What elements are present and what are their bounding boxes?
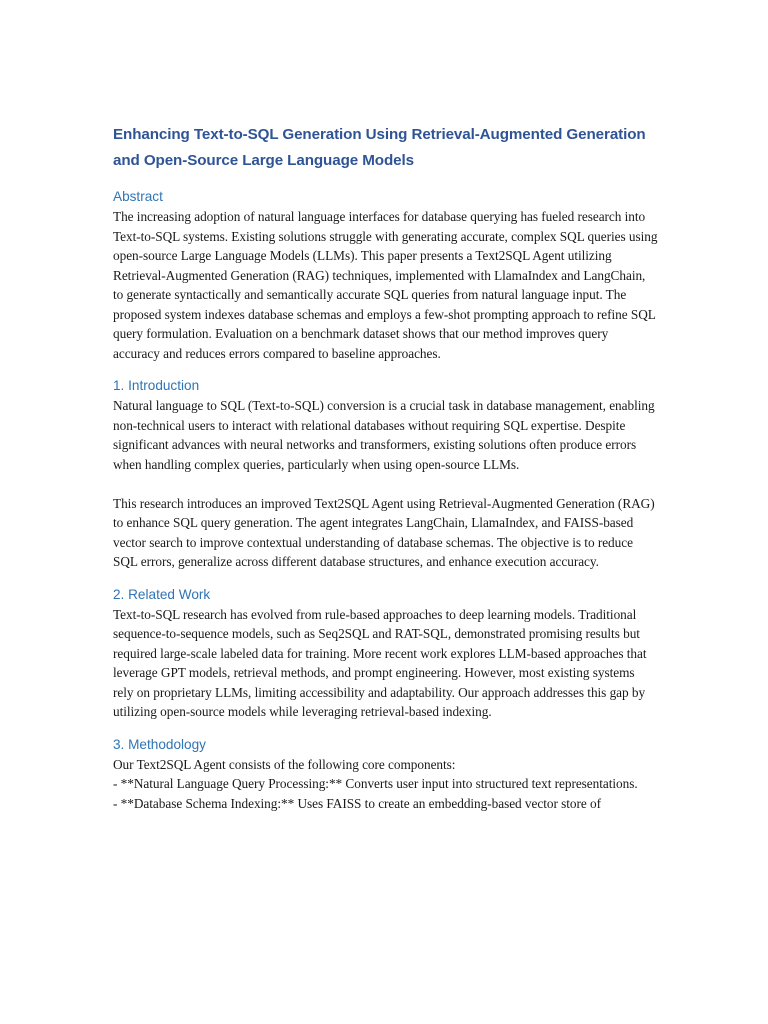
related-work-section <box>113 585 658 722</box>
methodology-heading: 3. Methodology <box>113 736 206 752</box>
methodology-section <box>113 735 658 814</box>
introduction-paragraph-1: Natural language to SQL (Text-to-SQL) conversion is a crucial task in database management, enabling non-technical users to interact with relational databases without requiring SQL expertise. Despite significant advances with neural networks and transformers, existing solutions often produce errors when handling complex queries, particularly when using open-source LLMs. <box>113 398 655 472</box>
abstract-heading: Abstract <box>113 189 163 204</box>
paper-page <box>113 122 658 826</box>
paper-title: Enhancing Text-to-SQL Generation Using Retrieval-Augmented Generation and Open-Source Large Language Models <box>113 126 646 169</box>
abstract-section <box>113 187 658 363</box>
related-work-heading: 2. Related Work <box>113 586 211 602</box>
methodology-item: - **Database Schema Indexing:** Uses FAISS to create an embedding-based vector store of <box>113 795 601 811</box>
related-work-text: Text-to-SQL research has evolved from rule-based approaches to deep learning models. Traditional sequence-to-sequence models, such as Seq2SQL and RAT-SQL, demonstrated promising results but required large-scale labeled data for training. More recent work explores LLM-based approaches that leverage GPT models, retrieval methods, and prompt engineering. However, most existing systems rely on proprietary LLMs, limiting accessibility and adaptability. Our approach addresses this gap by utilizing open-source models while leveraging retrieval-based indexing. <box>113 606 647 719</box>
abstract-text: The increasing adoption of natural language interfaces for database querying has fueled research into Text-to-SQL systems. Existing solutions struggle with generating accurate, complex SQL queries using open-source Large Language Models (LLMs). This paper presents a Text2SQL Agent utilizing Retrieval-Augmented Generation (RAG) techniques, implemented with LlamaIndex and LangChain, to generate syntactically and semantically accurate SQL queries from natural language input. The proposed system indexes database schemas and employs a few-shot prompting approach to refine SQL query formulation. Evaluation on a benchmark dataset shows that our method improves query accuracy and reduces errors compared to baseline approaches. <box>113 209 658 361</box>
methodology-intro: Our Text2SQL Agent consists of the following core components: <box>113 756 456 772</box>
introduction-heading: 1. Introduction <box>113 378 200 393</box>
introduction-section <box>113 376 658 572</box>
methodology-item: - **Natural Language Query Processing:** Converts user input into structured text representations. <box>113 776 638 791</box>
introduction-paragraph-2: This research introduces an improved Text2SQL Agent using Retrieval-Augmented Generation (RAG) to enhance SQL query generation. The agent integrates LangChain, LlamaIndex, and FAISS-based vector search to improve contextual understanding of database schemas. The objective is to reduce SQL errors, generalize across different database structures, and enhance execution accuracy. <box>113 495 655 569</box>
